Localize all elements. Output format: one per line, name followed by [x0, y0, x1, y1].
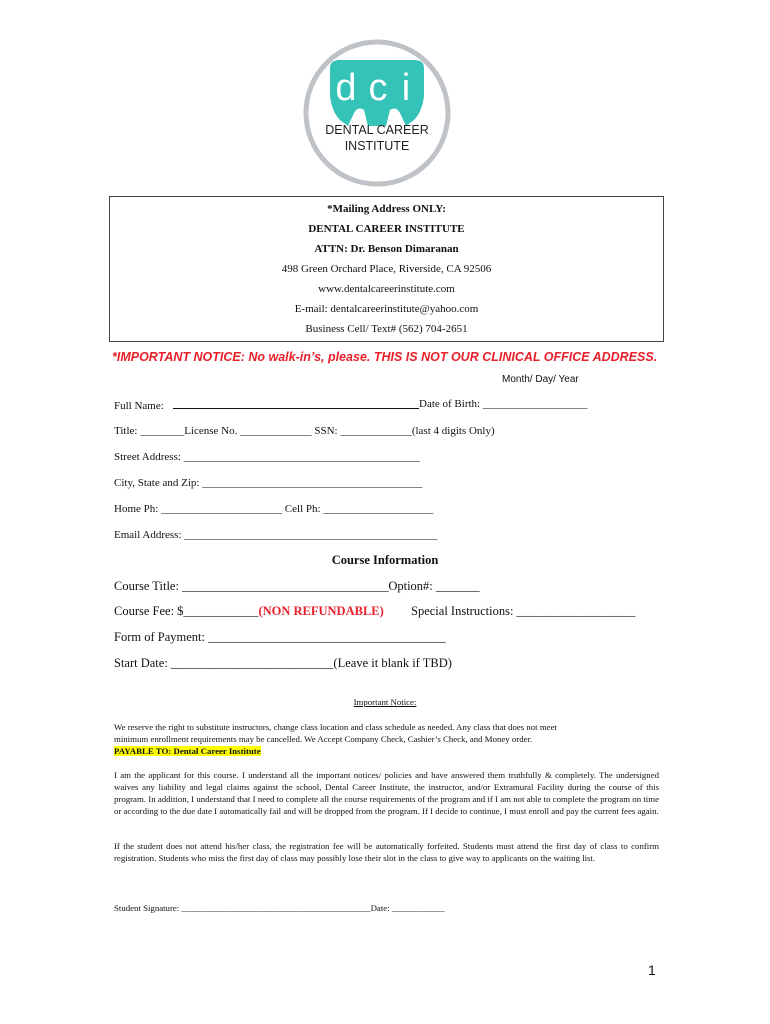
important-notice: *IMPORTANT NOTICE: No walk-in’s, please. THIS IS NOT OUR CLINICAL OFFICE ADDRESS. [112, 350, 658, 364]
course-fee-row[interactable] [114, 604, 384, 619]
logo-letter-i: i [401, 67, 411, 109]
address-email: E-mail: dentalcareerinstitute@yahoo.com [294, 303, 479, 315]
city-state-zip-field[interactable]: City, State and Zip: ________________________________________ [114, 477, 423, 489]
start-date-field[interactable]: Start Date: __________________________(Leave it blank if TBD) [114, 656, 452, 670]
mailing-address-box [109, 196, 664, 342]
logo-letter-c: c [368, 67, 388, 109]
important-notice-heading: Important Notice: [353, 697, 417, 707]
full-name-field[interactable] [173, 398, 419, 409]
dci-logo [302, 38, 452, 188]
address-website: www.dentalcareerinstitute.com [318, 283, 455, 295]
title-license-ssn-row[interactable]: Title: ________License No. _____________ SSN: _____________(last 4 digits Only) [114, 425, 495, 437]
address-phone: Business Cell/ Text# (562) 704-2651 [305, 323, 468, 335]
payable-to-label: PAYABLE TO: Dental Career Institute [114, 746, 261, 756]
logo-letter-d: d [335, 67, 357, 109]
non-refundable-label: (NON REFUNDABLE) [258, 604, 384, 618]
special-instructions-field[interactable]: Special Instructions: ___________________ [411, 604, 636, 618]
form-of-payment-field[interactable]: Form of Payment: ______________________________________ [114, 630, 446, 644]
street-address-field[interactable]: Street Address: ___________________________________________ [114, 451, 421, 463]
email-address-field[interactable]: Email Address: ______________________________________________ [114, 529, 438, 541]
dob-field[interactable]: Date of Birth: ___________________ [419, 398, 588, 410]
policy-paragraph [114, 721, 659, 757]
applicant-agreement-paragraph: I am the applicant for this course. I understand all the important notices/ policies and have answered them truthfully & completely. The undersigned waives any liability and legal claims against the school, Dental Career Institute, the instructor, and/or Extramural Facility during the course of this program. In addition, I understand that I need to complete all the course requirements of the program and if I am not able to complete the program on time or according to the due date I automatically fail and will be dropped from the program. If I decide to continue, I must enroll and pay the current fees again. [114, 770, 659, 816]
student-signature-line[interactable]: Student Signature: ___________________________________________Date: ____________ [114, 903, 445, 913]
policy-line2: minimum enrollment requirements may be cancelled. We Accept Company Check, Cashier’s Check, and Money order. [114, 734, 533, 744]
course-title-row[interactable]: Course Title: _________________________________Option#: _______ [114, 579, 480, 593]
course-fee-label: Course Fee: $____________ [114, 604, 259, 618]
full-name-label: Full Name: [114, 400, 164, 412]
logo-line2: INSTITUTE [344, 139, 410, 153]
address-heading: *Mailing Address ONLY: [327, 203, 446, 215]
full-name-row [114, 398, 419, 412]
attendance-policy-paragraph: If the student does not attend his/her class, the registration fee will be automatically forfeited. Students must attend the first day of class to confirm registration. Students who miss the first day of class may possibly lose their slot in the class to give way to applicants on the waiting list. [114, 841, 659, 863]
course-info-heading: Course Information [331, 553, 439, 567]
address-org: DENTAL CAREER INSTITUTE [308, 223, 465, 235]
logo-line1: DENTAL CAREER [325, 123, 429, 137]
dob-format-hint: Month/ Day/ Year [502, 374, 579, 385]
address-attn: ATTN: Dr. Benson Dimaranan [314, 243, 459, 255]
phone-row[interactable]: Home Ph: ______________________ Cell Ph: ____________________ [114, 503, 434, 515]
policy-line1: We reserve the right to substitute instructors, change class location and class schedule as needed. Any class that does not meet [114, 722, 557, 732]
address-street: 498 Green Orchard Place, Riverside, CA 92506 [281, 263, 492, 275]
page-number: 1 [648, 962, 656, 978]
